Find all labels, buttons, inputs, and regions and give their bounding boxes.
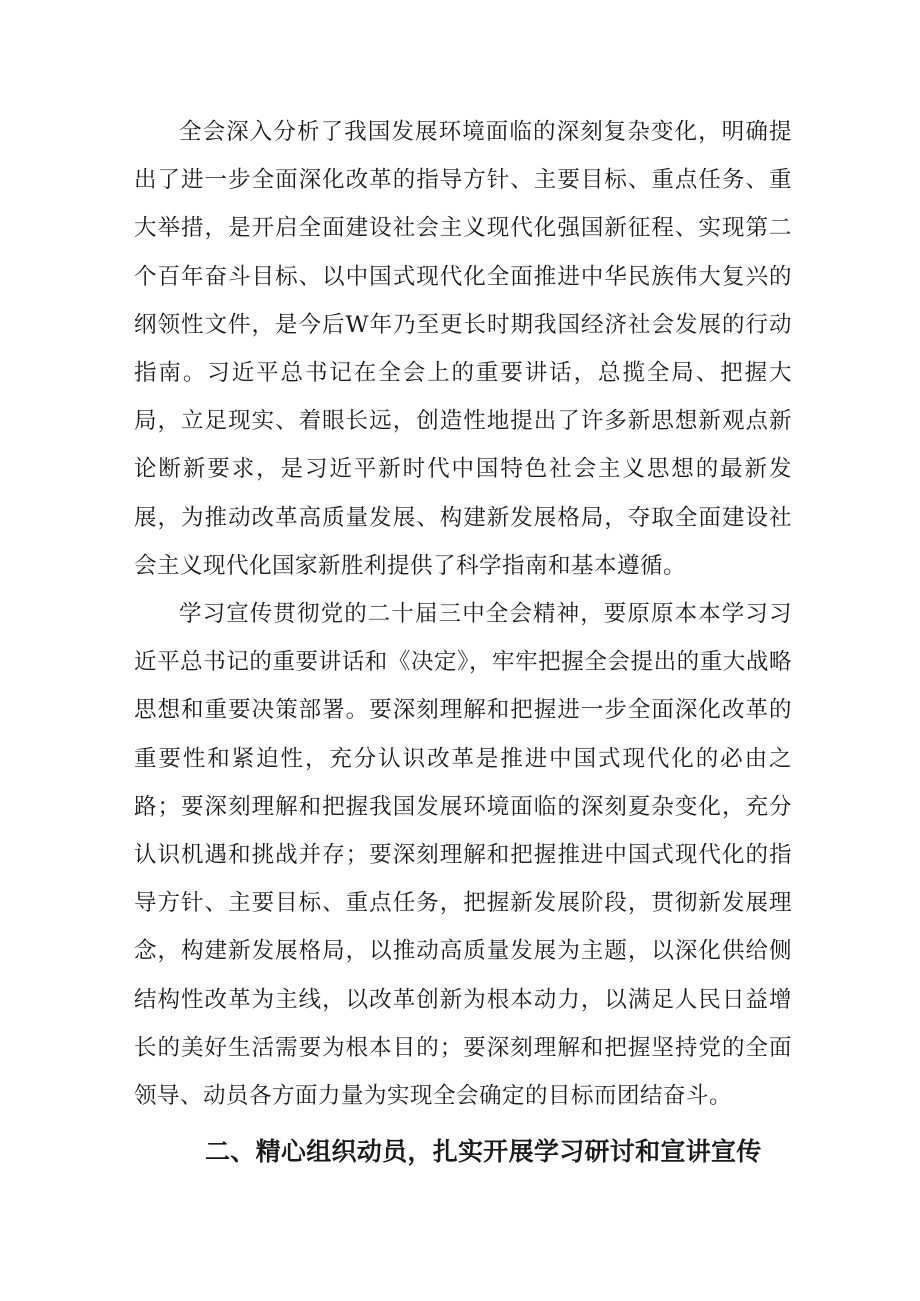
paragraph-study-spirit: 学习宣传贯彻党的二十届三中全会精神，要原原本本学习习近平总书记的重要讲话和《决定》，牢牢把握全会提出的重大战略思想和重要决策部署。要深刻理解和把握进一步全面深化改革的重要性和紧迫性，充分认识改革是推进中国式现代化的必由之路；要深刻理解和把握我国发展环境面临的深刻夏杂变化，充分认识机遇和挑战并存；要深刻理解和把握推进中国式现代化的指导方针、主要目标、重点任务，把握新发展阶段，贯彻新发展理念，构建新发展格局，以推动高质量发展为主题，以深化供给侧结构性改革为主线，以改革创新为根本动力，以满足人民日益增长的美好生活需要为根本目的；要深刻理解和把握坚持党的全面领导、动员各方面力量为实现全会确定的目标而团结奋斗。 <box>134 601 792 1110</box>
paragraph-plenary-analysis: 全会深入分析了我国发展环境面临的深刻复杂变化，明确提出了进一步全面深化改革的指导方针、主要目标、重点任务、重大举措，是开启全面建设社会主义现代化强国新征程、实现第二个百年奋斗目标、以中国式现代化全面推进中华民族伟大复兴的纲领性文件，是今后W年乃至更长时期我国经济社会发展的行动指南。习近平总书记在全会上的重要讲话，总揽全局、把握大局，立足现实、着眼长远，创造性地提出了许多新思想新观点新论断新要求，是习近平新时代中国特色社会主义思想的最新发展，为推动改革高质量发展、构建新发展格局，夺取全面建设社会主义现代化国家新胜利提供了科学指南和基本遵循。 <box>134 119 792 579</box>
document-body <box>134 108 792 1120</box>
section-heading: 二、精心组织动员，扎实开展学习研讨和宣讲宣传 <box>205 1137 762 1166</box>
